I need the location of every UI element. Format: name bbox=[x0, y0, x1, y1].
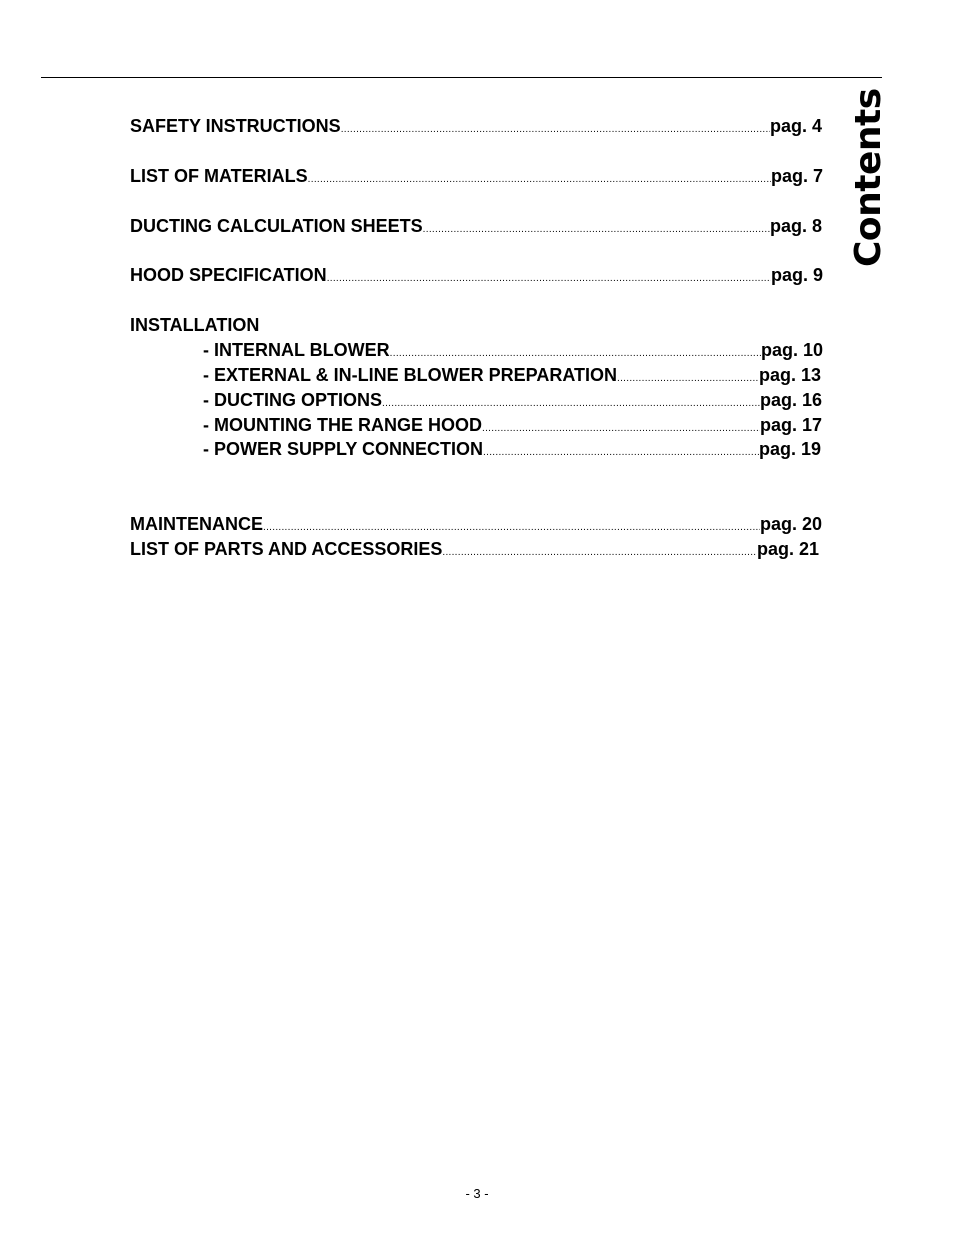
dot-leader bbox=[382, 399, 760, 409]
toc-entry-page: pag. 21 bbox=[756, 539, 819, 559]
toc-entry-page: pag. 20 bbox=[759, 514, 822, 534]
toc-entry-list-of-parts[interactable] bbox=[130, 537, 819, 561]
header-rule bbox=[41, 77, 882, 78]
toc-entry-ducting-calculation-sheets[interactable] bbox=[130, 214, 822, 238]
toc-entry-title: - INTERNAL BLOWER bbox=[203, 340, 390, 360]
toc-entry-title: LIST OF PARTS AND ACCESSORIES bbox=[130, 539, 443, 559]
toc-entry-page: pag. 8 bbox=[769, 216, 822, 236]
dot-leader bbox=[482, 424, 760, 434]
toc-entry-external-inline-blower[interactable] bbox=[203, 363, 821, 387]
dot-leader bbox=[617, 374, 759, 384]
toc-entry-title: - POWER SUPPLY CONNECTION bbox=[203, 439, 484, 459]
toc-entry-page: pag. 17 bbox=[759, 415, 822, 435]
toc-entry-title: HOOD SPECIFICATION bbox=[130, 265, 327, 285]
toc-entry-page: pag. 9 bbox=[770, 265, 823, 285]
page-title: Contents bbox=[848, 88, 889, 267]
toc-entry-page: pag. 4 bbox=[769, 116, 822, 136]
toc-entry-ducting-options[interactable] bbox=[203, 388, 822, 412]
toc-entry-title: - DUCTING OPTIONS bbox=[203, 390, 382, 410]
toc-section-installation: INSTALLATION bbox=[130, 315, 260, 335]
dot-leader bbox=[327, 274, 771, 284]
toc-entry-mounting-range-hood[interactable] bbox=[203, 413, 822, 437]
toc-entry-page: pag. 7 bbox=[770, 166, 823, 186]
toc-entry-title: - MOUNTING THE RANGE HOOD bbox=[203, 415, 482, 435]
dot-leader bbox=[308, 175, 771, 185]
toc-entry-list-of-materials[interactable] bbox=[130, 164, 823, 188]
page-number: - 3 - bbox=[465, 1186, 489, 1201]
toc-entry-hood-specification[interactable] bbox=[130, 263, 823, 287]
toc-entry-page: pag. 16 bbox=[759, 390, 822, 410]
dot-leader bbox=[423, 225, 770, 235]
toc-entry-maintenance[interactable] bbox=[130, 512, 822, 536]
dot-leader bbox=[390, 349, 761, 359]
toc-entry-title: MAINTENANCE bbox=[130, 514, 263, 534]
toc-entry-page: pag. 13 bbox=[758, 365, 821, 385]
toc-entry-internal-blower[interactable] bbox=[203, 338, 823, 362]
toc-entry-page: pag. 19 bbox=[758, 439, 821, 459]
toc-entry-title: LIST OF MATERIALS bbox=[130, 166, 308, 186]
toc-entry-title: - EXTERNAL & IN-LINE BLOWER PREPARATION bbox=[203, 365, 617, 385]
toc-entry-safety-instructions[interactable] bbox=[130, 114, 822, 138]
toc-entry-title: SAFETY INSTRUCTIONS bbox=[130, 116, 341, 136]
dot-leader bbox=[263, 523, 760, 533]
toc-entry-power-supply-connection[interactable] bbox=[203, 437, 821, 461]
toc-entry-page: pag. 10 bbox=[760, 340, 823, 360]
dot-leader bbox=[483, 448, 759, 458]
dot-leader bbox=[341, 125, 770, 135]
toc-entry-title: DUCTING CALCULATION SHEETS bbox=[130, 216, 423, 236]
dot-leader bbox=[442, 548, 757, 558]
